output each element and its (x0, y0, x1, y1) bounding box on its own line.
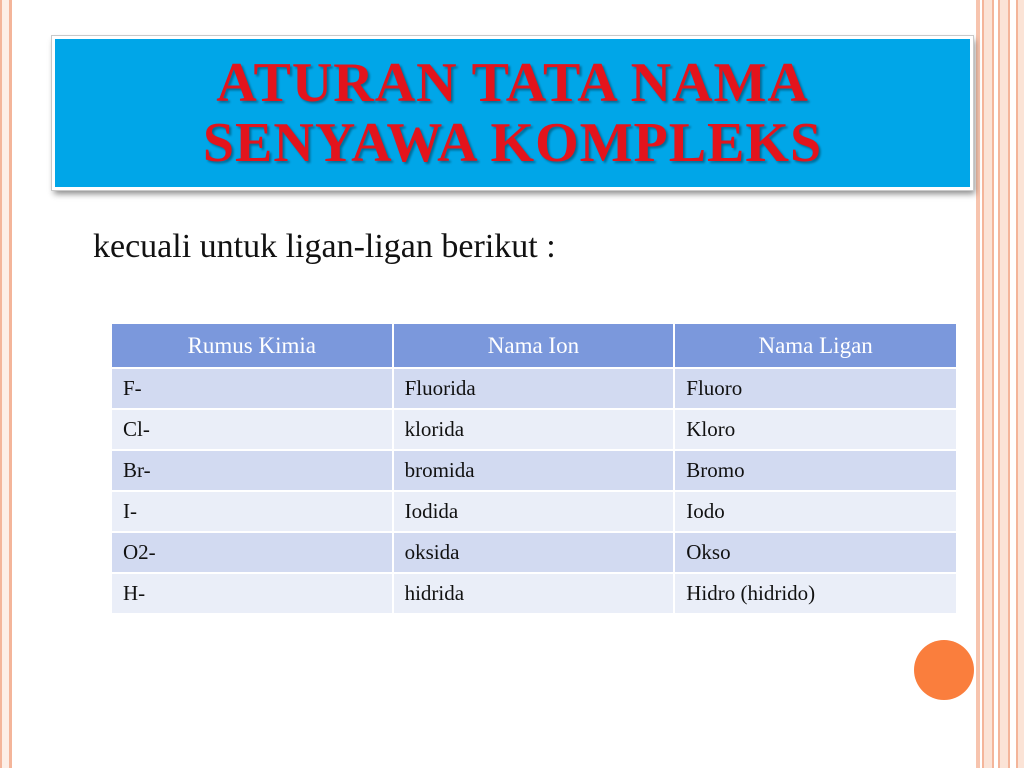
cell-nama-ion: oksida (393, 532, 675, 573)
cell-rumus-kimia: I- (112, 491, 393, 532)
table-header-row (112, 324, 956, 368)
slide-subtitle: kecuali untuk ligan-ligan berikut : (93, 228, 556, 265)
cell-nama-ligan: Fluoro (674, 368, 956, 409)
slide-title-line-1: ATURAN TATA NAMA (216, 52, 809, 114)
header-rumus-kimia: Rumus Kimia (112, 324, 393, 368)
right-decorative-border (974, 0, 1024, 768)
header-nama-ligan: Nama Ligan (674, 324, 956, 368)
left-decorative-border (0, 0, 12, 768)
right-stripe (998, 0, 1010, 768)
right-stripe (1016, 0, 1024, 768)
cell-nama-ion: Fluorida (393, 368, 675, 409)
table-row (112, 573, 956, 613)
slide-title (55, 53, 970, 173)
cell-nama-ion: Iodida (393, 491, 675, 532)
cell-rumus-kimia: O2- (112, 532, 393, 573)
cell-rumus-kimia: Br- (112, 450, 393, 491)
cell-nama-ion: hidrida (393, 573, 675, 613)
table-row (112, 368, 956, 409)
right-stripe (976, 0, 980, 768)
table-row (112, 532, 956, 573)
cell-nama-ligan: Kloro (674, 409, 956, 450)
title-box (52, 36, 973, 190)
cell-nama-ion: klorida (393, 409, 675, 450)
cell-rumus-kimia: H- (112, 573, 393, 613)
table-row (112, 450, 956, 491)
cell-nama-ligan: Hidro (hidrido) (674, 573, 956, 613)
header-nama-ion: Nama Ion (393, 324, 675, 368)
cell-nama-ligan: Iodo (674, 491, 956, 532)
ligand-table (112, 324, 956, 613)
cell-nama-ligan: Bromo (674, 450, 956, 491)
cell-nama-ion: bromida (393, 450, 675, 491)
cell-rumus-kimia: Cl- (112, 409, 393, 450)
table-row (112, 491, 956, 532)
table-row (112, 409, 956, 450)
cell-nama-ligan: Okso (674, 532, 956, 573)
cell-rumus-kimia: F- (112, 368, 393, 409)
slide-title-line-2: SENYAWA KOMPLEKS (202, 112, 823, 174)
right-stripe (982, 0, 994, 768)
orange-dot-decoration (914, 640, 974, 700)
